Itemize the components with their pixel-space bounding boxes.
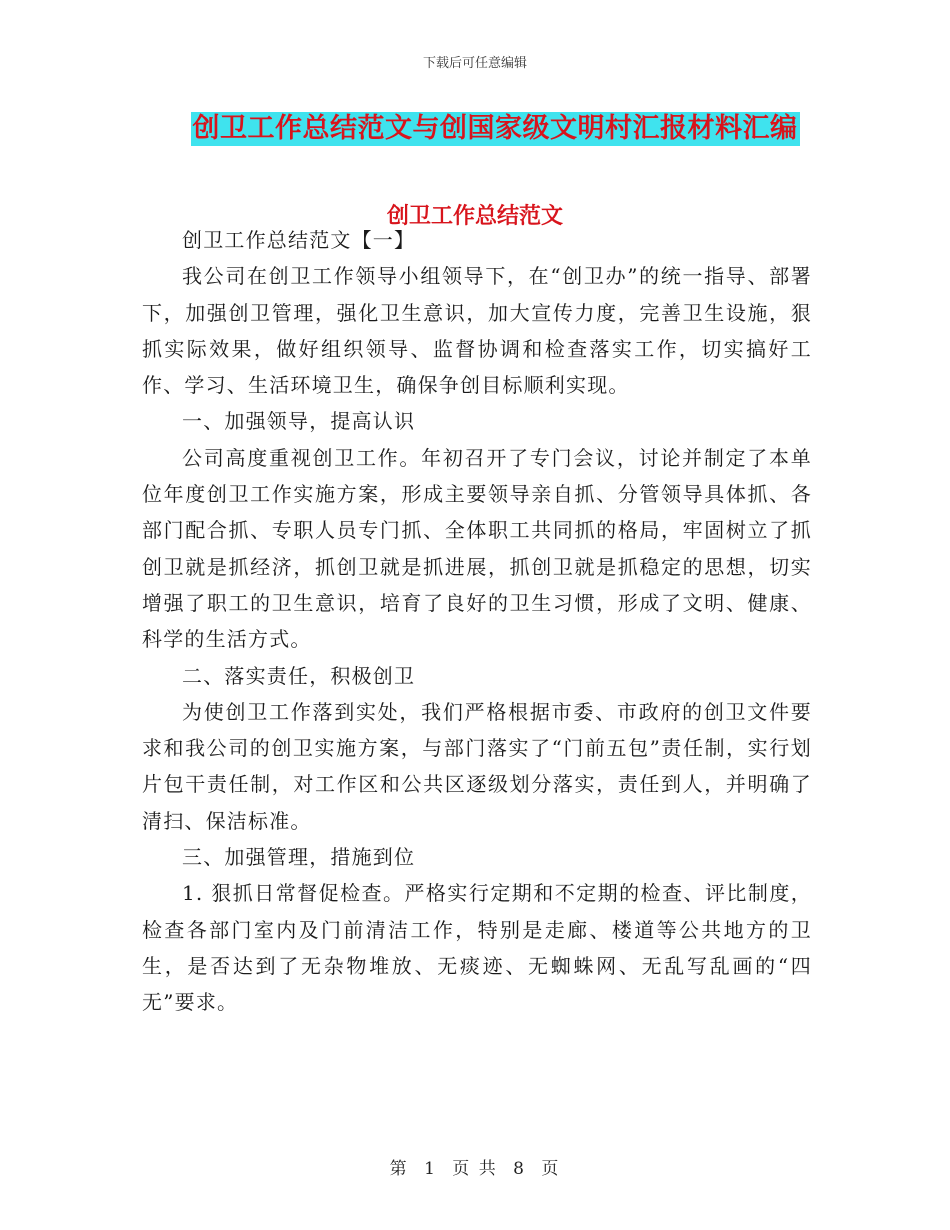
paragraph: 我公司在创卫工作领导小组领导下，在“创卫办”的统一指导、部署下，加强创卫管理，强化卫生意识，加大宣传力度，完善卫生设施，狠抓实际效果，做好组织领导、监督协调和检查落实工作，切实搞好工作、学习、生活环境卫生，确保争创目标顺利实现。 bbox=[142, 264, 812, 398]
page-label-prefix: 第 bbox=[389, 1159, 409, 1179]
paragraph: 为使创卫工作落到实处，我们严格根据市委、市政府的创卫文件要求和我公司的创卫实施方案，与部门落实了“门前五包”责任制，实行划片包干责任制，对工作区和公共区逐级划分落实，责任到人，并明确了清扫、保洁标准。 bbox=[142, 699, 812, 833]
page-label-suffix: 页 bbox=[541, 1159, 561, 1179]
page-footer bbox=[0, 1154, 950, 1179]
header-note: 下载后可任意编辑 bbox=[422, 56, 527, 71]
paragraph-heading-1: 创卫工作总结范文【一】 bbox=[182, 228, 416, 252]
document-title: 创卫工作总结范文与创国家级文明村汇报材料汇编 bbox=[192, 113, 798, 144]
document-body bbox=[142, 222, 812, 1021]
document-title-wrapper bbox=[0, 112, 950, 146]
paragraph-heading-3: 二、落实责任，积极创卫 bbox=[182, 663, 416, 688]
paragraph: 公司高度重视创卫工作。年初召开了专门会议，讨论并制定了本单位年度创卫工作实施方案，形成主要领导亲自抓、分管领导具体抓、各部门配合抓、专职人员专门抓、全体职工共同抓的格局，牢固树立了抓创卫就是抓经济，抓创卫就是抓进展，抓创卫就是抓稳定的思想，切实增强了职工的卫生意识，培育了良好的卫生习惯，形成了文明、健康、科学的生活方式。 bbox=[142, 445, 812, 652]
section-title: 创卫工作总结范文 bbox=[386, 203, 563, 229]
paragraph: 1. 狠抓日常督促检查。严格实行定期和不定期的检查、评比制度，检查各部门室内及门前清洁工作，特别是走廊、楼道等公共地方的卫生，是否达到了无杂物堆放、无痰迹、无蜘蛛网、无乱写乱画的“四无”要求。 bbox=[142, 881, 812, 1015]
page-number: 1 bbox=[424, 1159, 437, 1179]
paragraph-heading-4: 三、加强管理，措施到位 bbox=[182, 845, 416, 870]
page-label-middle: 页 共 bbox=[452, 1159, 498, 1179]
page-total: 8 bbox=[513, 1159, 526, 1179]
paragraph-heading-2: 一、加强领导，提高认识 bbox=[182, 409, 416, 434]
